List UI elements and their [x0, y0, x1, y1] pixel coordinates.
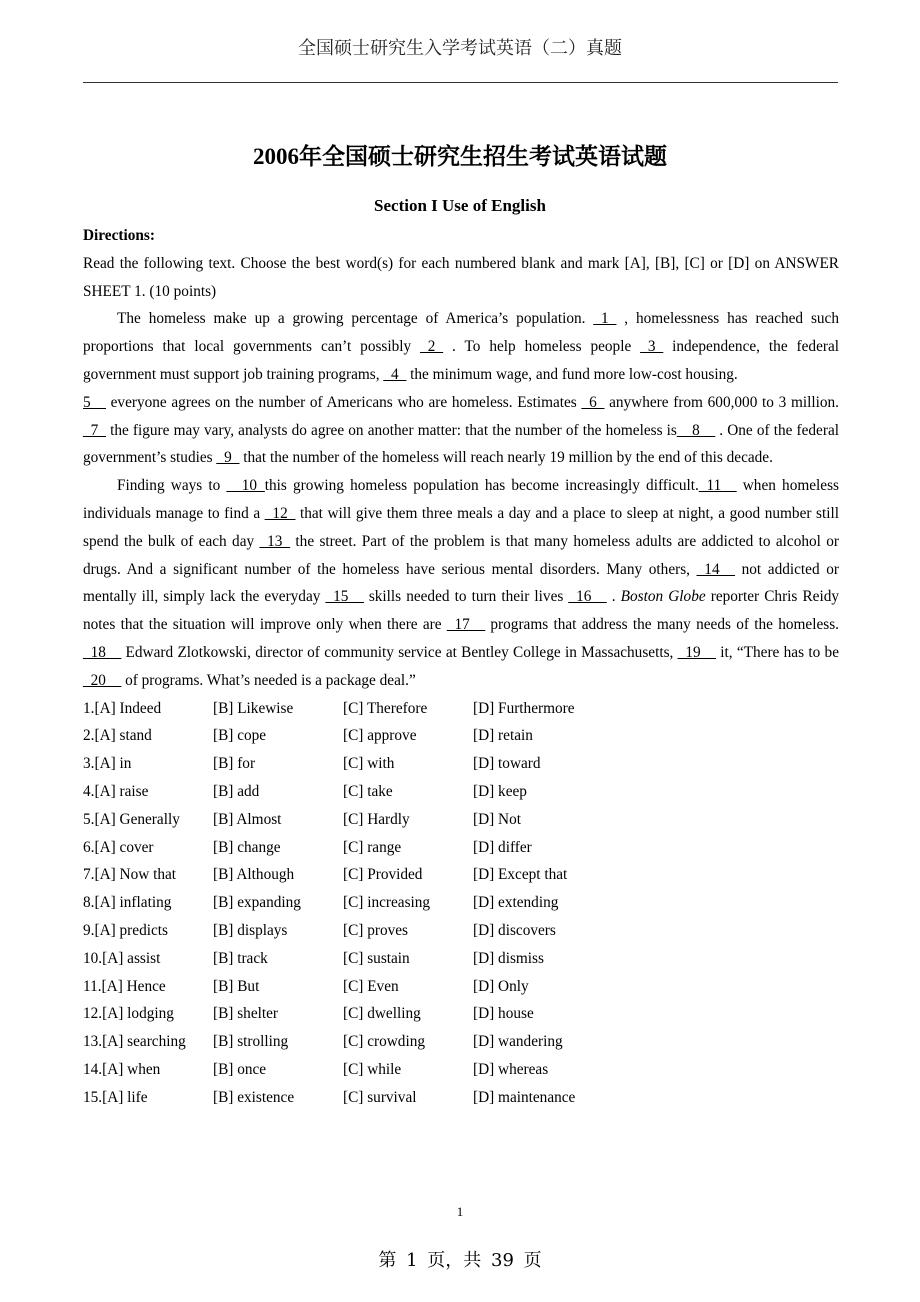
option-c: [C] while: [343, 1060, 402, 1078]
passage-text: . To help homeless people: [443, 338, 641, 356]
blank-17: _17__: [446, 616, 486, 634]
passage-text: everyone agrees on the number of Americans who are homeless. Estimates: [105, 393, 582, 411]
option-a: 14.[A] when: [83, 1060, 161, 1078]
option-b: [B] displays: [213, 921, 288, 939]
option-d: [D] retain: [473, 727, 533, 745]
question-options-row: [83, 945, 839, 973]
question-options-row: [83, 778, 839, 806]
option-d: [D] extending: [473, 894, 559, 912]
document-title: 2006年全国硕士研究生招生考试英语试题: [253, 144, 667, 169]
option-b: [B] for: [213, 755, 256, 773]
option-b: [B] change: [213, 838, 281, 856]
blank-4: _4_: [383, 365, 407, 383]
question-options-row: [83, 834, 839, 862]
option-d: [D] house: [473, 1005, 534, 1023]
option-d: [D] Except that: [473, 866, 568, 884]
option-c: [C] Hardly: [343, 810, 410, 828]
option-b: [B] Although: [213, 866, 295, 884]
question-options-row: [83, 806, 839, 834]
passage-text: .: [606, 588, 621, 606]
document-body: [83, 222, 839, 1112]
option-c: [C] crowding: [343, 1033, 425, 1051]
option-b: [B] cope: [213, 727, 267, 745]
option-b: [B] track: [213, 949, 268, 967]
passage-text: reporter Chris Reidy notes that the situation will improve only when there are: [83, 588, 839, 634]
passage-text: of programs. What’s needed is a package deal.”: [121, 671, 416, 689]
option-c: [C] take: [343, 782, 393, 800]
blank-1: _1_: [593, 310, 617, 328]
option-a: 15.[A] life: [83, 1088, 148, 1106]
blank-12: _12_: [264, 504, 296, 522]
blank-6: _6_: [581, 393, 605, 411]
page-count-footer: 第 1 页，共 39 页: [378, 1250, 542, 1271]
passage-text: skills needed to turn their lives: [363, 588, 569, 606]
passage-text: this growing homeless population has become increasingly difficult.: [264, 477, 699, 495]
question-options-row: [83, 1056, 839, 1084]
blank-14: _14__: [696, 560, 735, 578]
passage-text: the figure may vary, analysts do agree on another matter: that the number of the homeless is: [105, 421, 677, 439]
passage-text: it, “There has to be: [715, 643, 839, 661]
option-a: 9.[A] predicts: [83, 921, 168, 939]
option-a: 2.[A] stand: [83, 727, 152, 745]
option-b: [B] Likewise: [213, 699, 294, 717]
option-c: [C] with: [343, 755, 395, 773]
passage-text: not addicted or mentally ill, simply lack the everyday: [83, 560, 839, 606]
option-c: [C] dwelling: [343, 1005, 421, 1023]
option-c: [C] Even: [343, 977, 399, 995]
option-c: [C] range: [343, 838, 402, 856]
option-d: [D] differ: [473, 838, 532, 856]
option-b: [B] once: [213, 1060, 267, 1078]
question-options-row: [83, 1028, 839, 1056]
running-header: 全国硕士研究生入学考试英语（二）真题: [298, 38, 622, 58]
option-d: [D] wandering: [473, 1033, 563, 1051]
option-b: [B] Almost: [213, 810, 282, 828]
passage-text: that the number of the homeless will reach nearly 19 million by the end of this decade.: [239, 449, 773, 467]
option-a: 4.[A] raise: [83, 782, 149, 800]
blank-19: _19__: [677, 643, 716, 661]
option-b: [B] expanding: [213, 894, 301, 912]
question-options-row: [83, 889, 839, 917]
option-d: [D] discovers: [473, 921, 556, 939]
blank-16: _16__: [568, 588, 607, 606]
option-b: [B] strolling: [213, 1033, 289, 1051]
option-a: 6.[A] cover: [83, 838, 154, 856]
option-a: 5.[A] Generally: [83, 810, 180, 828]
blank-5: 5__: [83, 393, 106, 411]
option-c: [C] Provided: [343, 866, 423, 884]
option-c: [C] sustain: [343, 949, 410, 967]
option-d: [D] Only: [473, 977, 529, 995]
option-d: [D] dismiss: [473, 949, 544, 967]
blank-2: _2_: [420, 338, 444, 356]
blank-20: _20__: [83, 671, 122, 689]
option-b: [B] shelter: [213, 1005, 278, 1023]
question-options-row: [83, 1084, 839, 1112]
question-options-row: [83, 1000, 839, 1028]
option-b: [B] add: [213, 782, 260, 800]
option-d: [D] Not: [473, 810, 522, 828]
question-options-row: [83, 695, 839, 723]
blank-9: _9_: [216, 449, 240, 467]
blank-11: _11__: [698, 477, 737, 495]
blank-8: __8__: [676, 421, 716, 439]
blank-7: _7_: [83, 421, 106, 439]
passage-text: that will give them three meals a day and a place to sleep at night, a good number still spend the bulk of each day: [83, 504, 840, 550]
option-a: 10.[A] assist: [83, 949, 161, 967]
option-a: 8.[A] inflating: [83, 894, 172, 912]
blank-10: __10_: [226, 477, 265, 495]
option-a: 12.[A] lodging: [83, 1005, 174, 1023]
passage-text: independence, the federal government must support job training programs,: [83, 338, 839, 383]
section-title: Section I Use of English: [374, 196, 546, 215]
passage-paragraph-3: [83, 472, 839, 694]
option-d: [D] keep: [473, 782, 527, 800]
passage-paragraph-2: [83, 389, 839, 472]
option-a: 7.[A] Now that: [83, 866, 177, 884]
option-c: [C] increasing: [343, 894, 431, 912]
blank-3: _3_: [640, 338, 664, 356]
question-options-row: [83, 861, 839, 889]
option-a: 3.[A] in: [83, 755, 132, 773]
option-a: 11.[A] Hence: [83, 977, 166, 995]
publication-name: Boston Globe: [620, 588, 706, 606]
option-c: [C] proves: [343, 921, 408, 939]
option-c: [C] survival: [343, 1088, 417, 1106]
option-d: [D] whereas: [473, 1060, 549, 1078]
answer-options: [83, 695, 839, 1112]
passage-text: , homelessness has reached such proportions that local governments can’t possibly: [83, 310, 839, 356]
option-c: [C] Therefore: [343, 699, 428, 717]
blank-18: _18__: [83, 643, 122, 661]
passage-text: when homeless individuals manage to find a: [83, 477, 839, 522]
passage-text: Finding ways to: [117, 477, 227, 495]
directions-text: Read the following text. Choose the best word(s) for each numbered blank and mark [A], [B], [C] or [D] on ANSWER SHEET 1. (10 points): [83, 254, 839, 300]
passage-text: . One of the federal government’s studies: [83, 421, 839, 467]
option-a: 1.[A] Indeed: [83, 699, 162, 717]
question-options-row: [83, 917, 839, 945]
passage-text: the minimum wage, and fund more low-cost housing.: [406, 365, 738, 383]
option-b: [B] existence: [213, 1088, 295, 1106]
option-d: [D] maintenance: [473, 1088, 576, 1106]
passage-text: Edward Zlotkowski, director of community service at Bentley College in Massachusetts,: [121, 643, 678, 661]
question-options-row: [83, 973, 839, 1001]
question-options-row: [83, 750, 839, 778]
question-options-row: [83, 722, 839, 750]
passage-text: programs that address the many needs of the homeless.: [485, 616, 839, 634]
option-d: [D] toward: [473, 755, 541, 773]
option-c: [C] approve: [343, 727, 417, 745]
passage-text: The homeless make up a growing percentage of America’s population.: [117, 310, 594, 328]
blank-13: _13_: [259, 532, 291, 550]
passage-text: the street. Part of the problem is that many homeless adults are addicted to alcohol or drugs. And a significant number of the homeless have serious mental disorders. Many others,: [83, 532, 839, 578]
blank-15: _15__: [325, 588, 364, 606]
option-a: 13.[A] searching: [83, 1033, 186, 1051]
option-d: [D] Furthermore: [473, 699, 575, 717]
page-number: 1: [456, 1204, 464, 1219]
option-b: [B] But: [213, 977, 260, 995]
directions-label: Directions:: [83, 227, 155, 244]
passage-paragraph-1: [83, 305, 839, 388]
passage-text: anywhere from 600,000 to 3 million.: [604, 393, 839, 411]
header-divider: [83, 82, 838, 83]
